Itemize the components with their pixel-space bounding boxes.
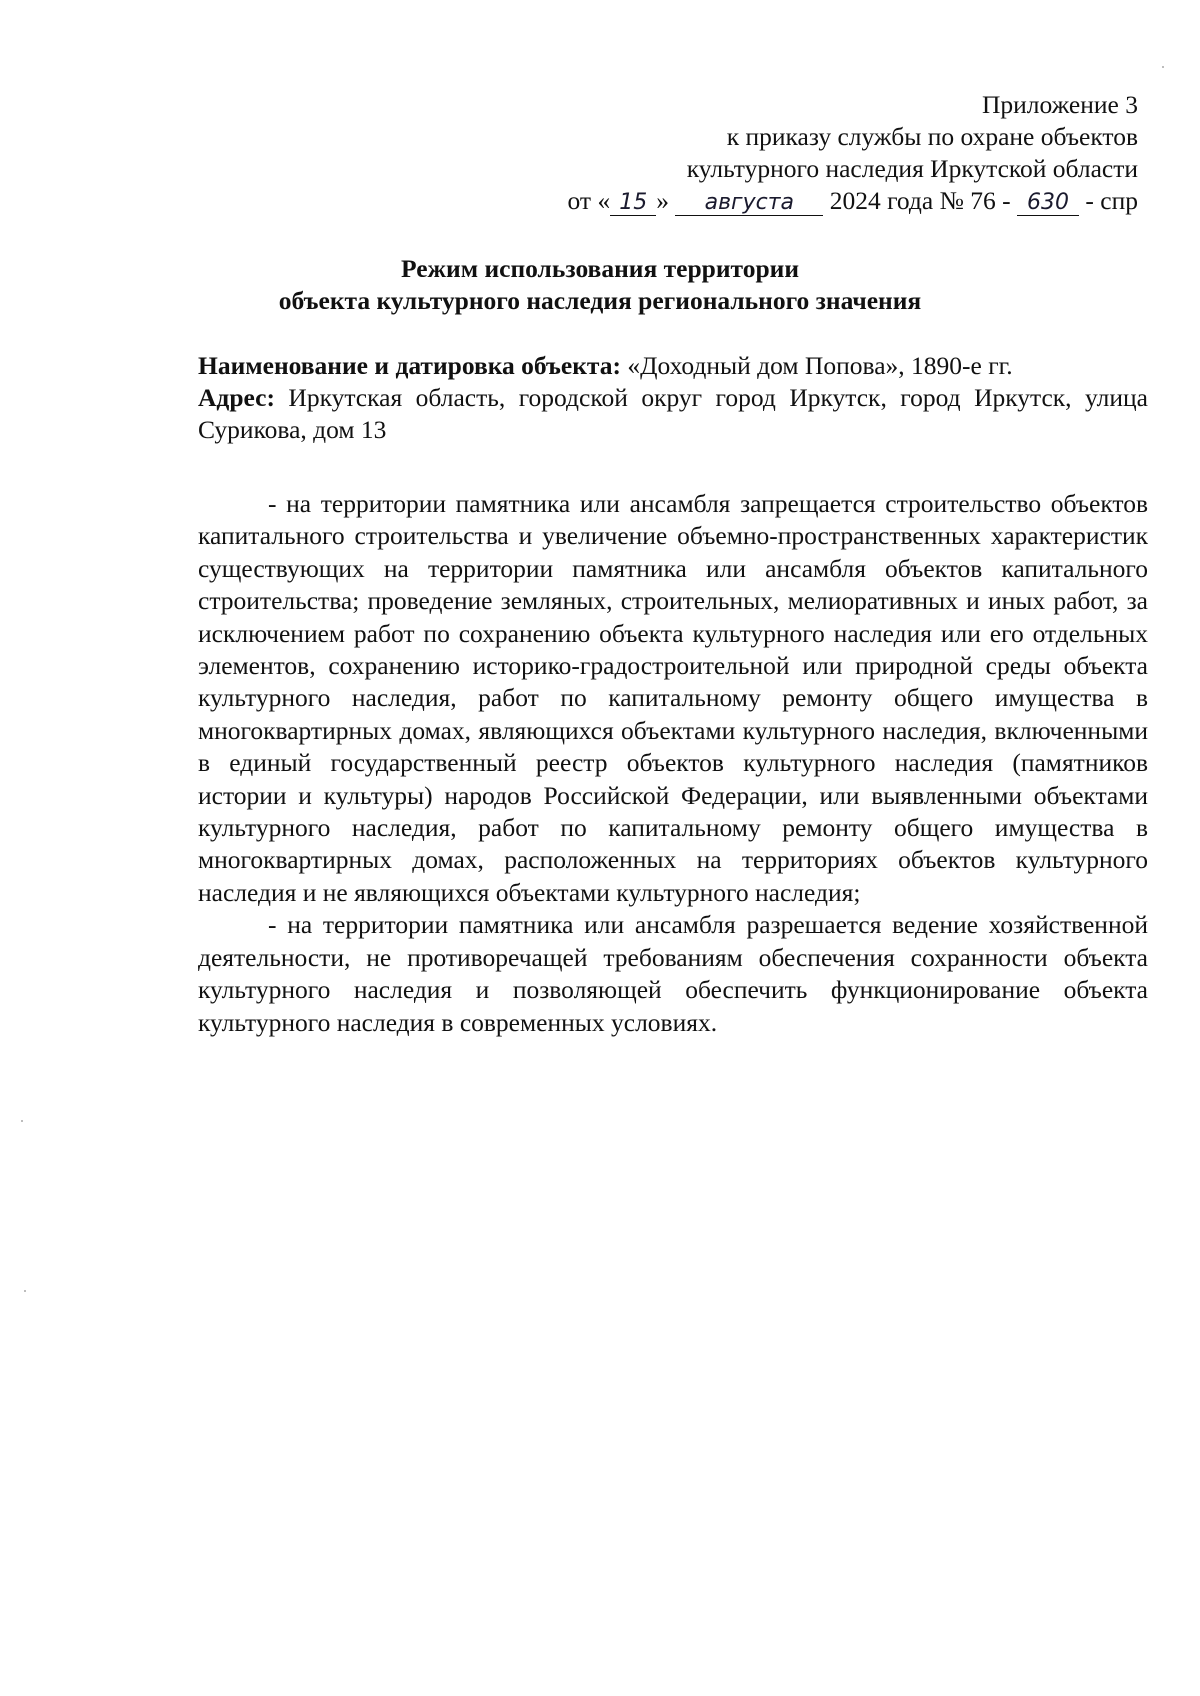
paragraph-permissions: - на территории памятника или ансамбля разрешается ведение хозяйственной деятельности, не противоречащей требованиям обеспечения сохранности объекта культурного наследия и позволяющей обеспечить функционирование объекта культурного наследия в современных условиях.	[198, 910, 1148, 1037]
year-text: 2024 года № 76 -	[823, 186, 1018, 215]
appendix-block	[568, 89, 1138, 217]
appendix-title: Приложение 3	[982, 90, 1138, 119]
appendix-issuer: культурного наследия Иркутской области	[686, 154, 1138, 183]
regime-text	[198, 488, 1148, 1039]
object-info	[198, 350, 1148, 446]
paragraph-prohibitions: - на территории памятника или ансамбля запрещается строительство объектов капитального строительства и увеличение объемно-пространственных характеристик существующих на территории памятника или ансамбля объектов капитального строительства; проведение земляных, строительных, мелиоративных и иных работ, за исключением работ по сохранению объекта культурного наследия или его отдельных элементов, сохранению историко-градостроительной или природной среды объекта культурного наследия, работ по капитальному ремонту общего имущества в многоквартирных домах, являющихся объектами культурного наследия, включенными в единый государственный реестр объектов культурного наследия (памятников истории и культуры) народов Российской Федерации, или выявленными объектами культурного наследия, работ по капитальному ремонту общего имущества в многоквартирных домах, расположенных на территориях объектов культурного наследия и не являющихся объектами культурного наследия;	[198, 489, 1148, 907]
object-address-value: Иркутская область, городской округ город Иркутск, город Иркутск, улица Сурикова, дом 13	[198, 383, 1148, 444]
handwritten-order-number: 630	[1017, 191, 1079, 216]
date-prefix: от «	[567, 186, 611, 215]
scan-speck	[24, 1290, 26, 1292]
date-mid: »	[656, 186, 676, 215]
appendix-date-line	[568, 185, 1138, 217]
order-suffix: - спр	[1079, 186, 1138, 215]
title-line-1: Режим использования территории	[400, 254, 800, 283]
object-name-value: «Доходный дом Попова», 1890-е гг.	[620, 351, 1013, 380]
object-name-row	[198, 350, 1148, 382]
object-name-label: Наименование и датировка объекта:	[198, 351, 621, 380]
scan-speck	[21, 1120, 23, 1122]
handwritten-month: августа	[675, 191, 823, 216]
handwritten-day: 15	[610, 191, 656, 216]
scan-speck	[1162, 66, 1164, 68]
appendix-order-ref: к приказу службы по охране объектов	[726, 122, 1138, 151]
title-line-2: объекта культурного наследия регионального значения	[278, 286, 922, 315]
object-address-label: Адрес:	[198, 383, 275, 412]
object-address-row	[198, 382, 1148, 446]
document-title	[150, 253, 1050, 317]
